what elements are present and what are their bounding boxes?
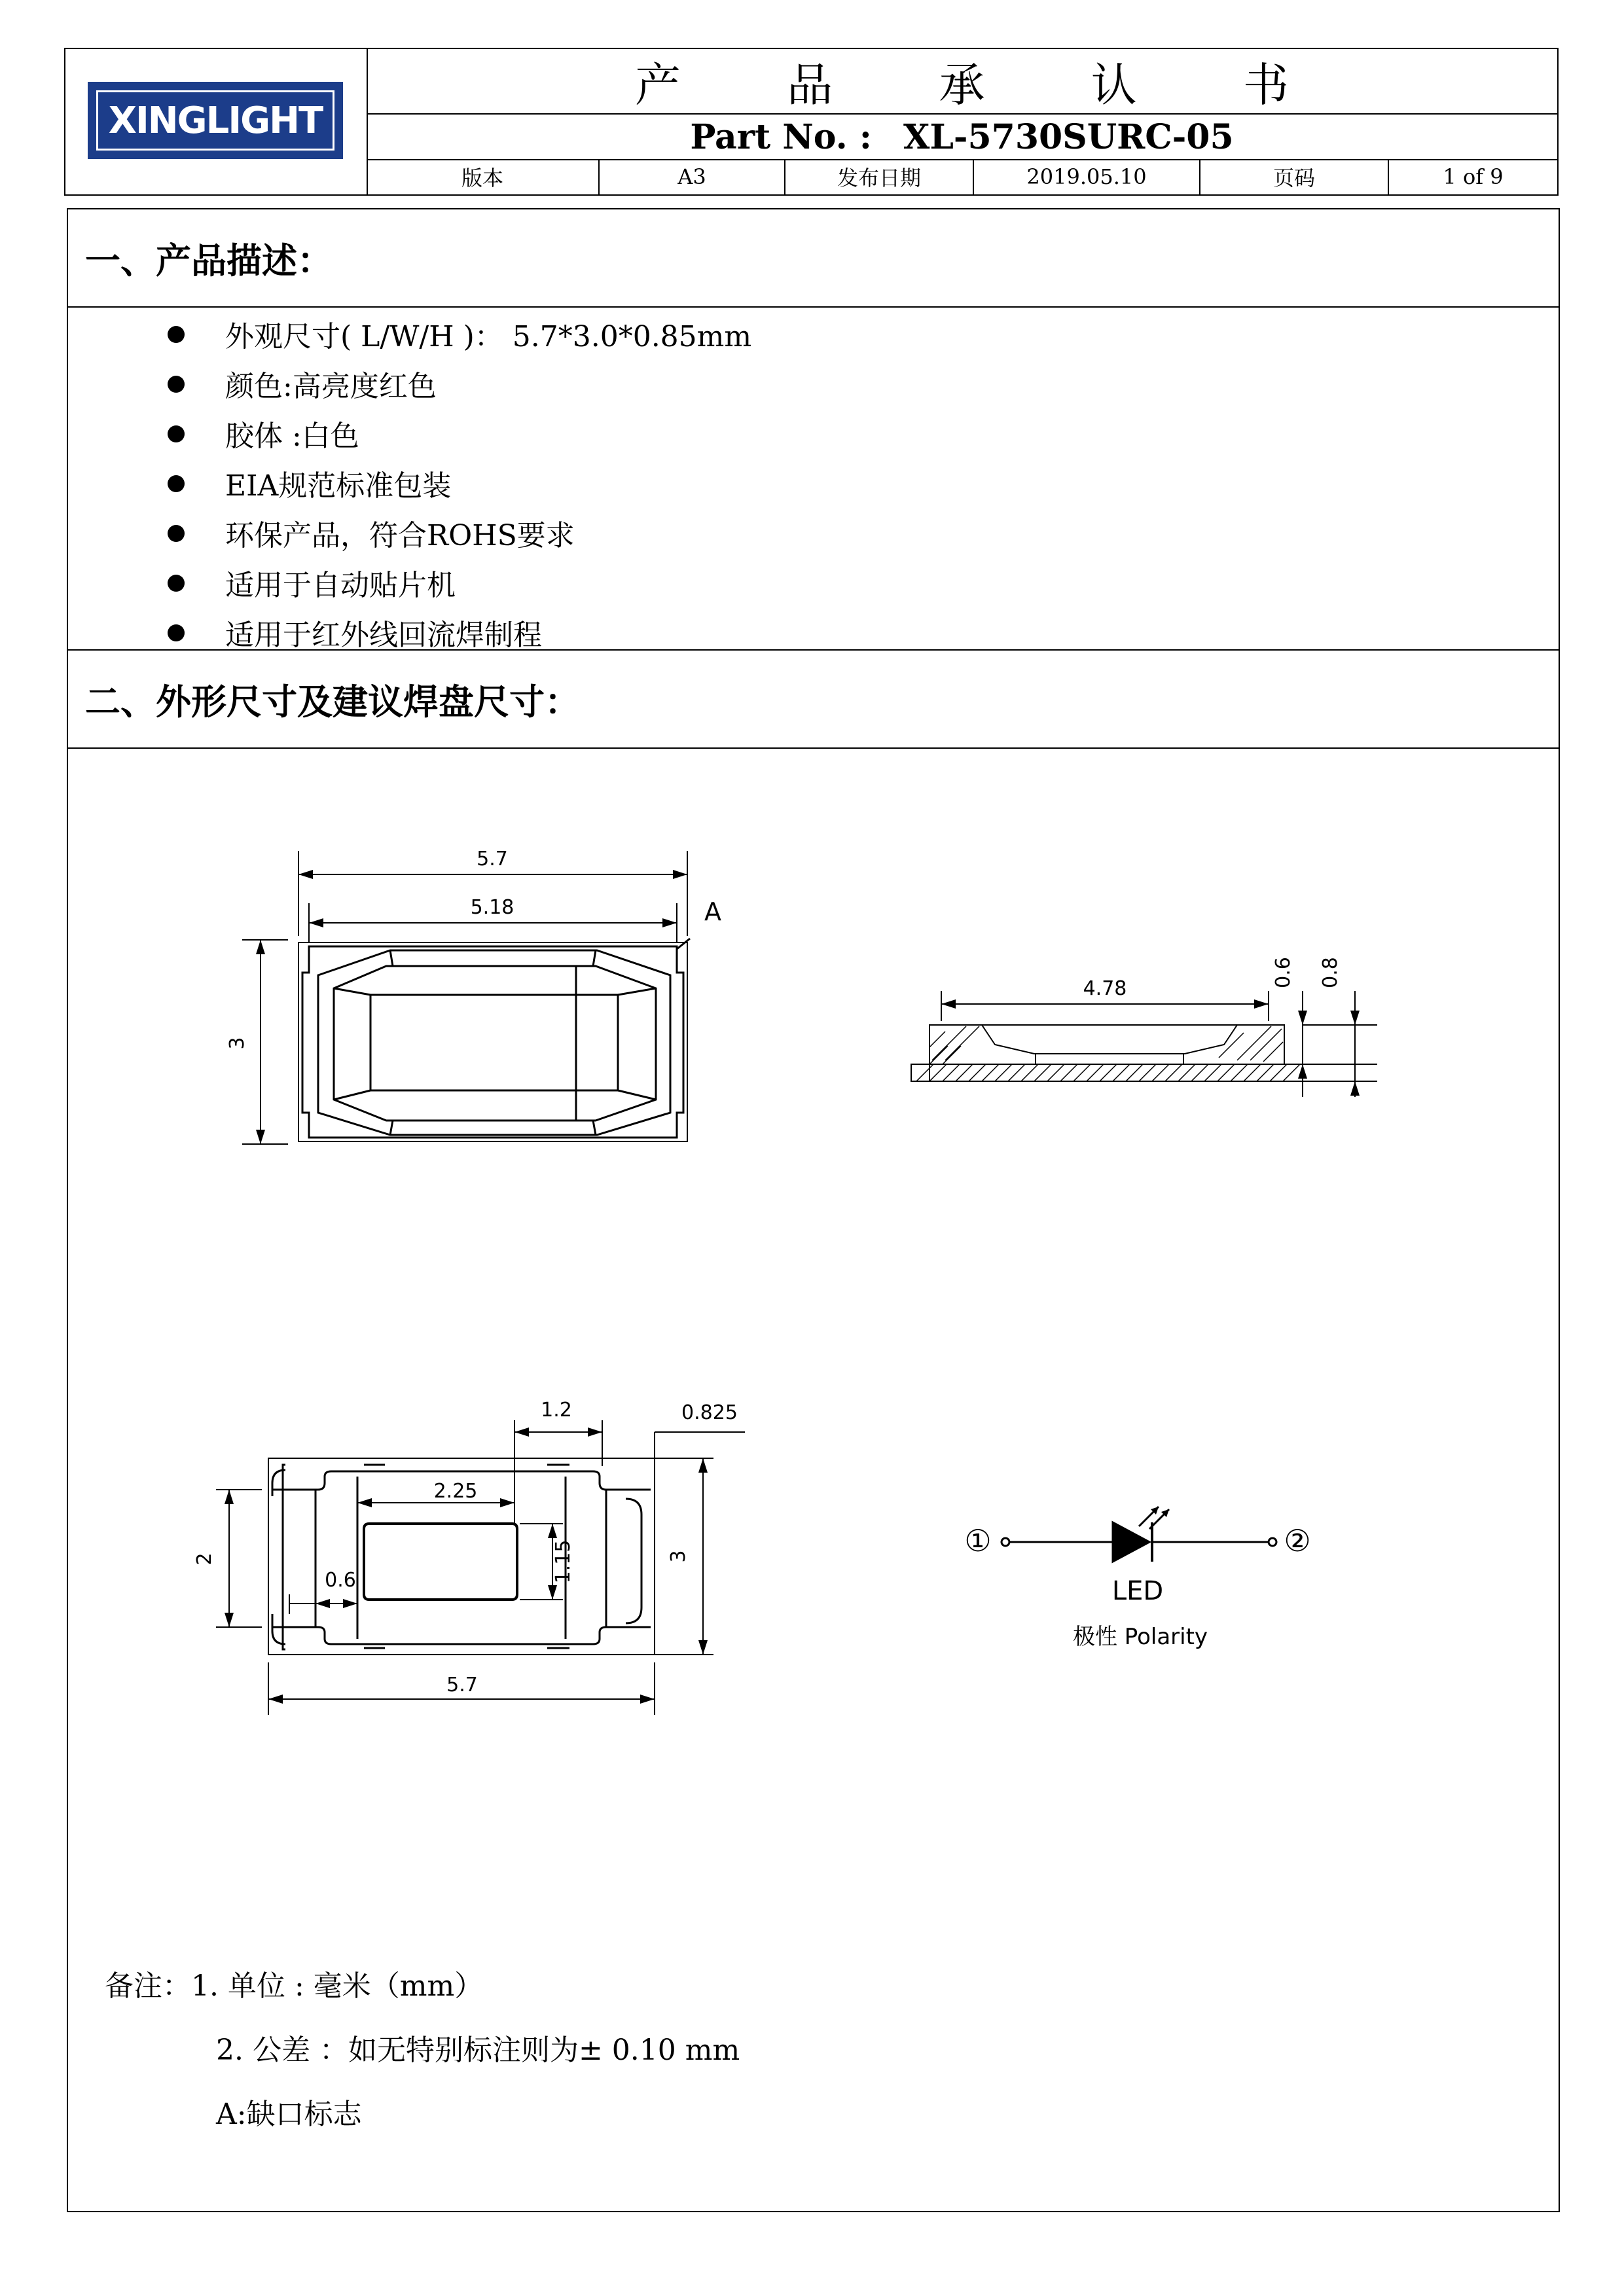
dim-height-1: 0.6 [1272, 957, 1295, 988]
list-item: 颜色:高亮度红色 [225, 364, 437, 403]
list-item: 适用于自动贴片机 [225, 563, 456, 602]
pad-view-dimensions [216, 1420, 745, 1715]
list-item: 胶体 :白色 [225, 414, 359, 453]
dim-pad-height: 2 [193, 1552, 216, 1566]
date-label: 发布日期 [785, 159, 974, 194]
date-value: 2019.05.10 [974, 159, 1200, 194]
dim-inner-length: 5.18 [470, 896, 514, 919]
list-item: 外观尺寸( L/W/H )： 5.7*3.0*0.85mm [225, 314, 751, 353]
dim-length: 5.7 [477, 848, 508, 870]
dim-pad: 1.2 [541, 1399, 572, 1422]
list-item: 适用于红外线回流焊制程 [225, 613, 542, 652]
led-label: LED [1111, 1576, 1164, 1606]
part-number-label: Part No. : [690, 117, 872, 157]
note-tolerance: 2. 公差 ：如无特别标注则为± 0.10 mm [216, 2034, 740, 2067]
version-label: 版本 [367, 159, 600, 194]
logo-text: XINGLIGHT [96, 90, 334, 151]
dim-small: 0.6 [325, 1569, 356, 1592]
note-notch: A:缺口标志 [216, 2098, 362, 2131]
top-view-drawing [298, 939, 690, 1141]
note-unit: 1. 单位 : 毫米（mm） [191, 1969, 484, 2003]
dim-pad-width: 3 [667, 1550, 690, 1563]
section1-title: 一、产品描述： [68, 209, 1559, 308]
led-symbol [1001, 1507, 1276, 1562]
dim-side-length: 4.78 [1083, 977, 1127, 1000]
dim-pad-length: 5.7 [446, 1674, 478, 1696]
notch-label: A [704, 897, 721, 926]
dim-height-2: 0.8 [1319, 957, 1342, 988]
dim-width: 3 [226, 1037, 249, 1050]
dim-inner-height: 1.15 [552, 1539, 575, 1584]
notes-line-1 [105, 1962, 483, 2004]
version-value: A3 [600, 159, 785, 194]
polarity-label: 极性 Polarity [1072, 1624, 1208, 1650]
pin2-label: ② [1284, 1523, 1311, 1558]
page-label: 页码 [1200, 159, 1389, 194]
list-item: 环保产品，符合ROHS要求 [225, 513, 575, 552]
top-view-dimensions [242, 851, 687, 1144]
section2-title: 二、外形尺寸及建议焊盘尺寸： [68, 649, 1559, 749]
pin1-label: ① [964, 1523, 992, 1558]
dim-edge: 0.825 [681, 1401, 738, 1424]
dim-gap: 2.25 [433, 1480, 478, 1503]
document-title: 产 品 承 认 书 [367, 49, 1557, 115]
page-value: 1 of 9 [1443, 164, 1504, 189]
part-number-value: XL-5730SURC-05 [903, 117, 1234, 157]
list-item: EIA规范标准包装 [225, 463, 451, 503]
notes-prefix: 备注： [105, 1969, 191, 2003]
